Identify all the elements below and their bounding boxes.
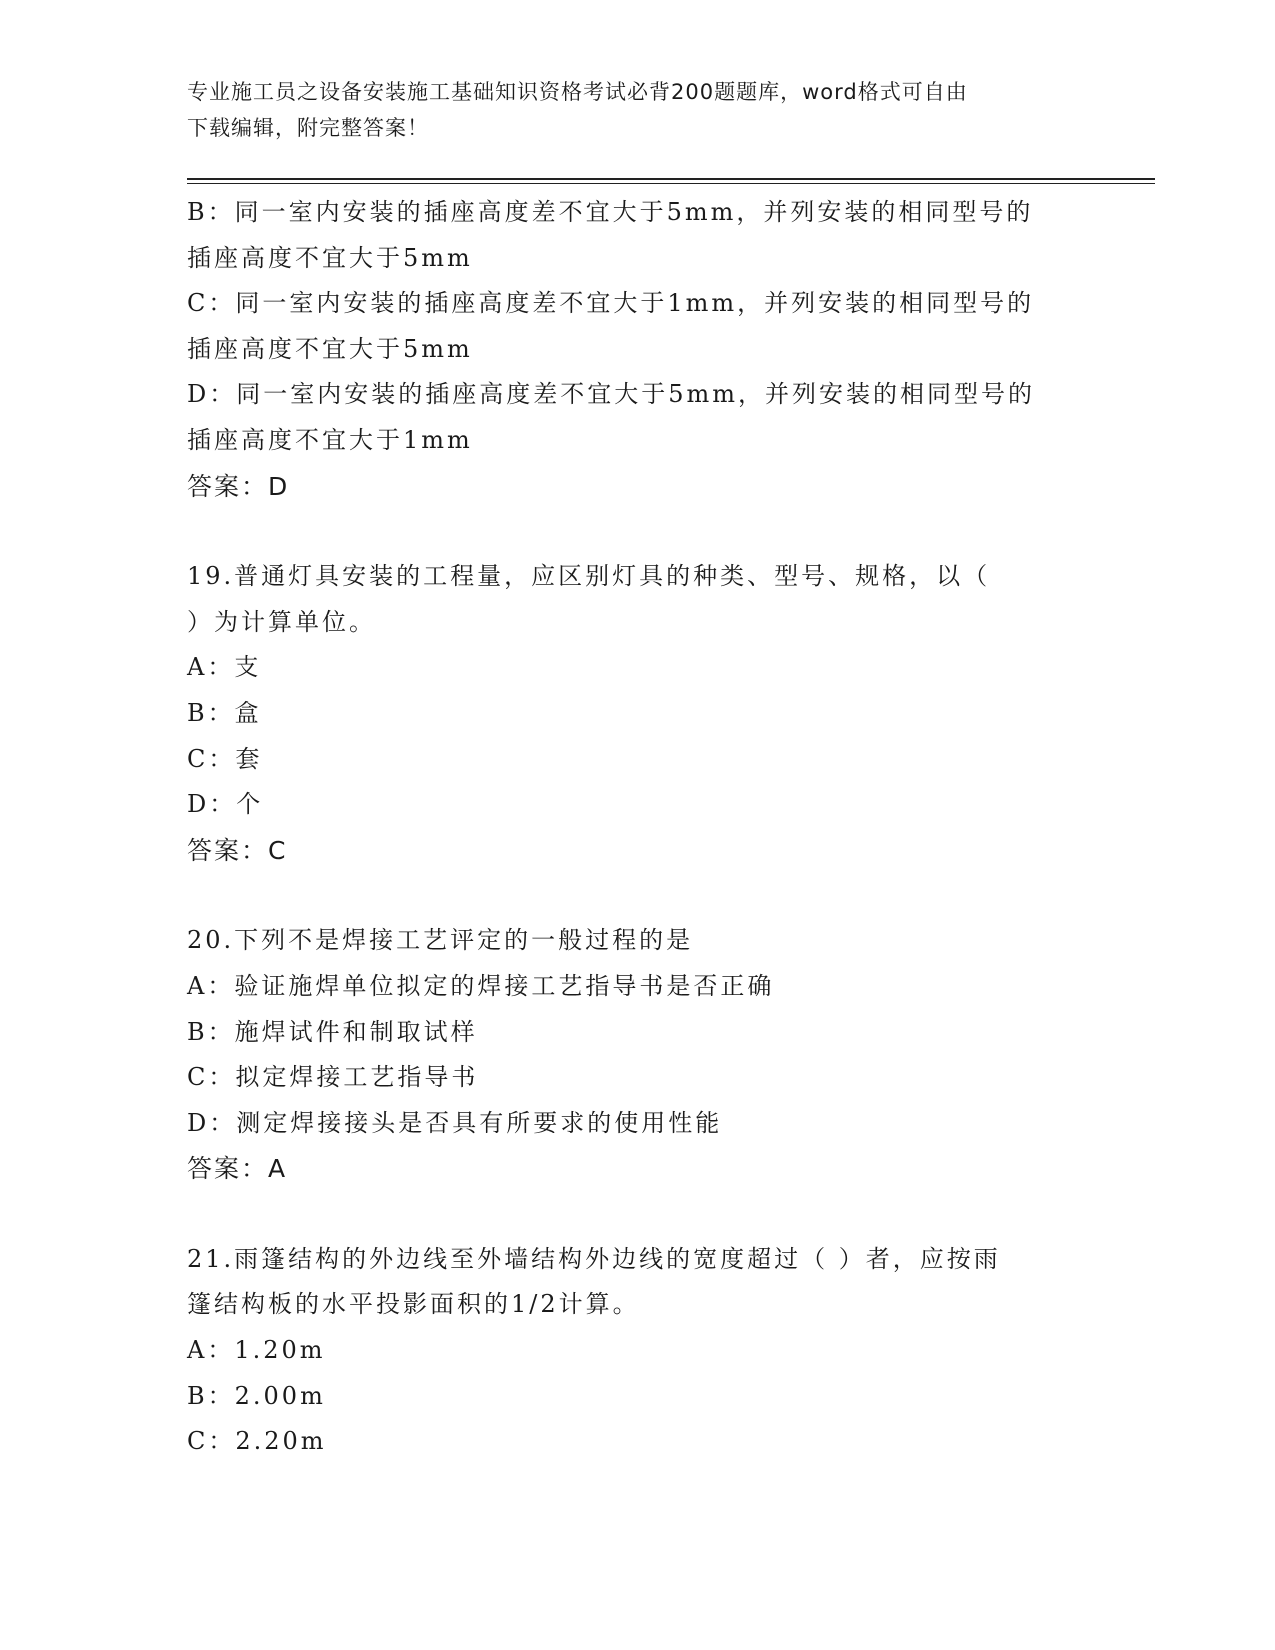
q18-option-c-line-2: 插座高度不宜大于5mm: [187, 334, 473, 363]
q19-option-d: D：个: [187, 790, 264, 819]
q19-option-c: C：套: [187, 744, 263, 773]
q20-option-c: C：拟定焊接工艺指导书: [187, 1063, 479, 1092]
q21-option-b: B：2.00m: [187, 1381, 326, 1410]
q21-option-a: A：1.20m: [187, 1336, 326, 1365]
q18-option-c-line-1: C：同一室内安装的插座高度差不宜大于1mm，并列安装的相同型号的: [187, 289, 1035, 318]
q19-stem-line-1: 19.普通灯具安装的工程量，应区别灯具的种类、型号、规格，以（: [187, 562, 991, 591]
q19-option-a: A：支: [187, 653, 262, 682]
q19-stem-line-2: ）为计算单位。: [187, 607, 376, 636]
header-divider-thick: [187, 178, 1155, 180]
q21-stem-line-1: 21.雨篷结构的外边线至外墙结构外边线的宽度超过（ ）者，应按雨: [187, 1244, 1001, 1273]
q19-option-b: B：盒: [187, 698, 262, 727]
question-19: [187, 554, 1087, 873]
q20-stem: 20.下列不是焊接工艺评定的一般过程的是: [187, 926, 694, 955]
document-header: [187, 74, 1087, 146]
question-18: [187, 190, 1087, 509]
q18-answer: 答案：D: [187, 471, 290, 501]
question-21: [187, 1237, 1087, 1465]
q21-stem-line-2: 篷结构板的水平投影面积的1/2计算。: [187, 1290, 640, 1319]
q20-answer: 答案：A: [187, 1154, 288, 1184]
q18-option-b-line-2: 插座高度不宜大于5mm: [187, 243, 473, 272]
q20-option-d: D：测定焊接接头是否具有所要求的使用性能: [187, 1108, 723, 1137]
q18-option-d-line-1: D：同一室内安装的插座高度差不宜大于5mm，并列安装的相同型号的: [187, 380, 1036, 409]
q19-answer: 答案：C: [187, 835, 288, 865]
q18-option-d-line-2: 插座高度不宜大于1mm: [187, 425, 473, 454]
q20-option-b: B：施焊试件和制取试样: [187, 1017, 478, 1046]
header-divider-thin: [187, 183, 1155, 184]
q20-option-a: A：验证施焊单位拟定的焊接工艺指导书是否正确: [187, 971, 775, 1000]
q18-option-b-line-1: B：同一室内安装的插座高度差不宜大于5mm，并列安装的相同型号的: [187, 198, 1034, 226]
q21-option-c: C：2.20m: [187, 1427, 327, 1456]
header-line-1: 专业施工员之设备安装施工基础知识资格考试必背200题题库，word格式可自由: [187, 80, 968, 104]
question-content: [187, 190, 1087, 1465]
header-line-2: 下载编辑，附完整答案！: [187, 116, 429, 140]
question-20: [187, 918, 1087, 1192]
